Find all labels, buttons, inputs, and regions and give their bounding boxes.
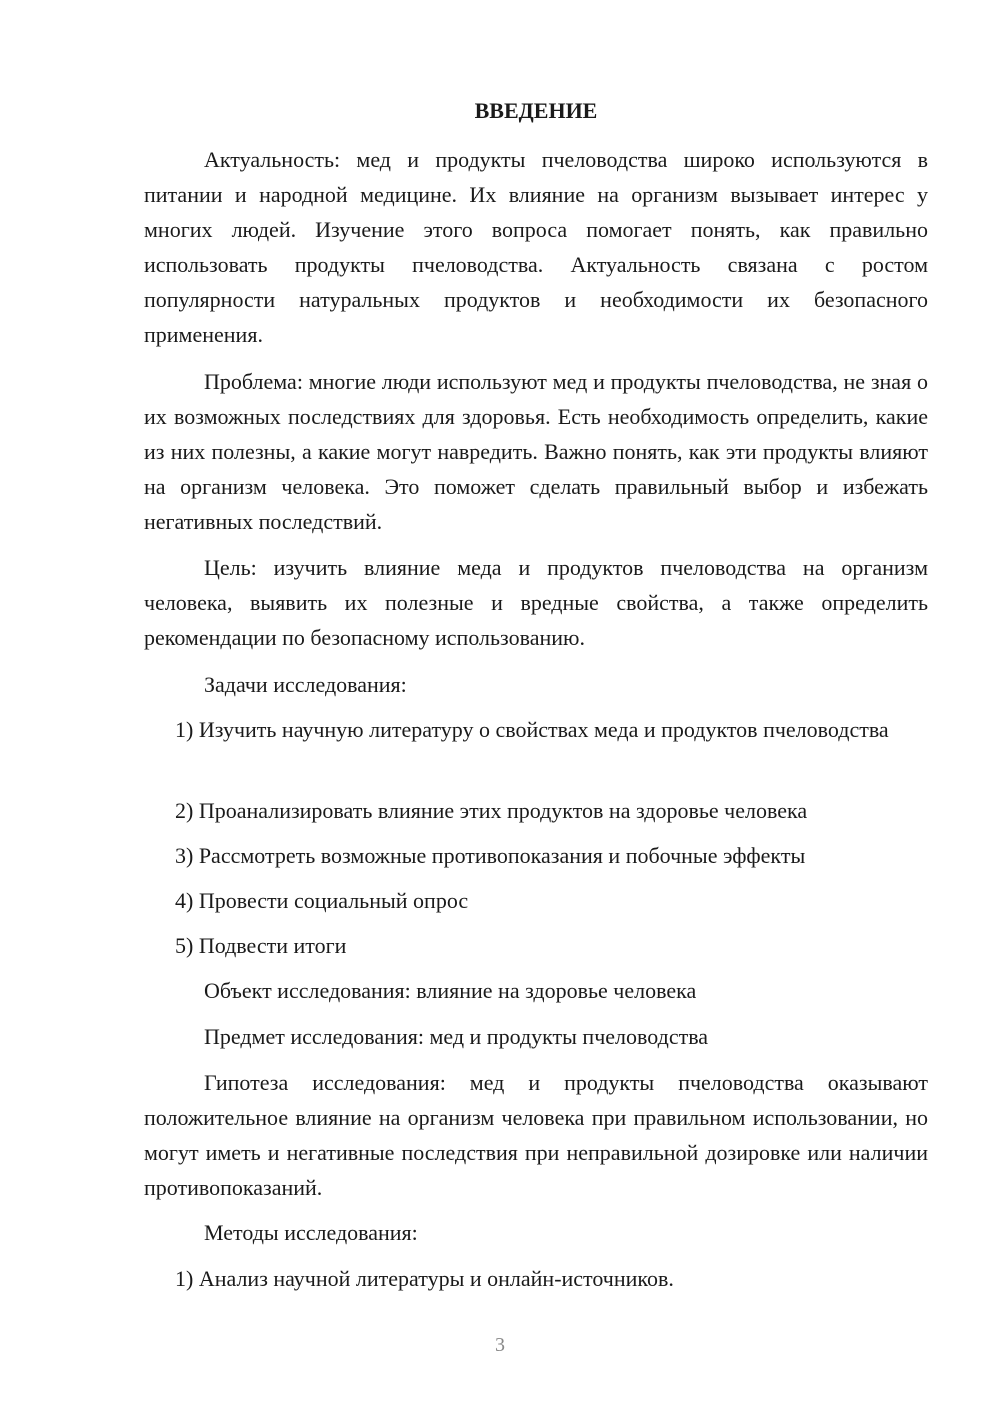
method-item-1: 1) Анализ научной литературы и онлайн-источников. bbox=[175, 1266, 674, 1291]
task-item-2: 2) Проанализировать влияние этих продуктов на здоровье человека bbox=[175, 798, 808, 823]
methods-heading: Методы исследования: bbox=[204, 1220, 418, 1245]
page-title: ВВЕДЕНИЕ bbox=[474, 98, 598, 123]
tasks-heading: Задачи исследования: bbox=[204, 672, 407, 697]
research-object: Объект исследования: влияние на здоровье человека bbox=[204, 978, 697, 1003]
task-item-4: 4) Провести социальный опрос bbox=[175, 888, 469, 913]
task-item-1: 1) Изучить научную литературу о свойствах меда и продуктов пчеловодства bbox=[175, 717, 889, 742]
paragraph-goal: Цель: изучить влияние меда и продуктов пчеловодства на организм человека, выявить их полезные и вредные свойства, а также определить рекомендации по безопасному использованию. bbox=[144, 555, 928, 650]
paragraph-problem: Проблема: многие люди используют мед и продукты пчеловодства, не зная о их возможных последствиях для здоровья. Есть необходимость определить, какие из них полезны, а какие могут навредить. Важно понять, как эти продукты влияют на организм человека. Это поможет сделать правильный выбор и избежать негативных последствий. bbox=[144, 369, 928, 534]
task-item-5: 5) Подвести итоги bbox=[175, 933, 347, 958]
task-item-3: 3) Рассмотреть возможные противопоказания и побочные эффекты bbox=[175, 843, 806, 868]
page-number: 3 bbox=[495, 1334, 505, 1356]
research-subject: Предмет исследования: мед и продукты пчеловодства bbox=[204, 1024, 709, 1049]
research-hypothesis: Гипотеза исследования: мед и продукты пчеловодства оказывают положительное влияние на организм человека при правильном использовании, но могут иметь и негативные последствия при неправильной дозировке или наличии противопоказаний. bbox=[144, 1070, 928, 1200]
paragraph-relevance: Актуальность: мед и продукты пчеловодства широко используются в питании и народной медицине. Их влияние на организм вызывает интерес у многих людей. Изучение этого вопроса помогает понять, как правильно использовать продукты пчеловодства. Актуальность связана с ростом популярности натуральных продуктов и необходимости их безопасного применения. bbox=[144, 147, 928, 347]
